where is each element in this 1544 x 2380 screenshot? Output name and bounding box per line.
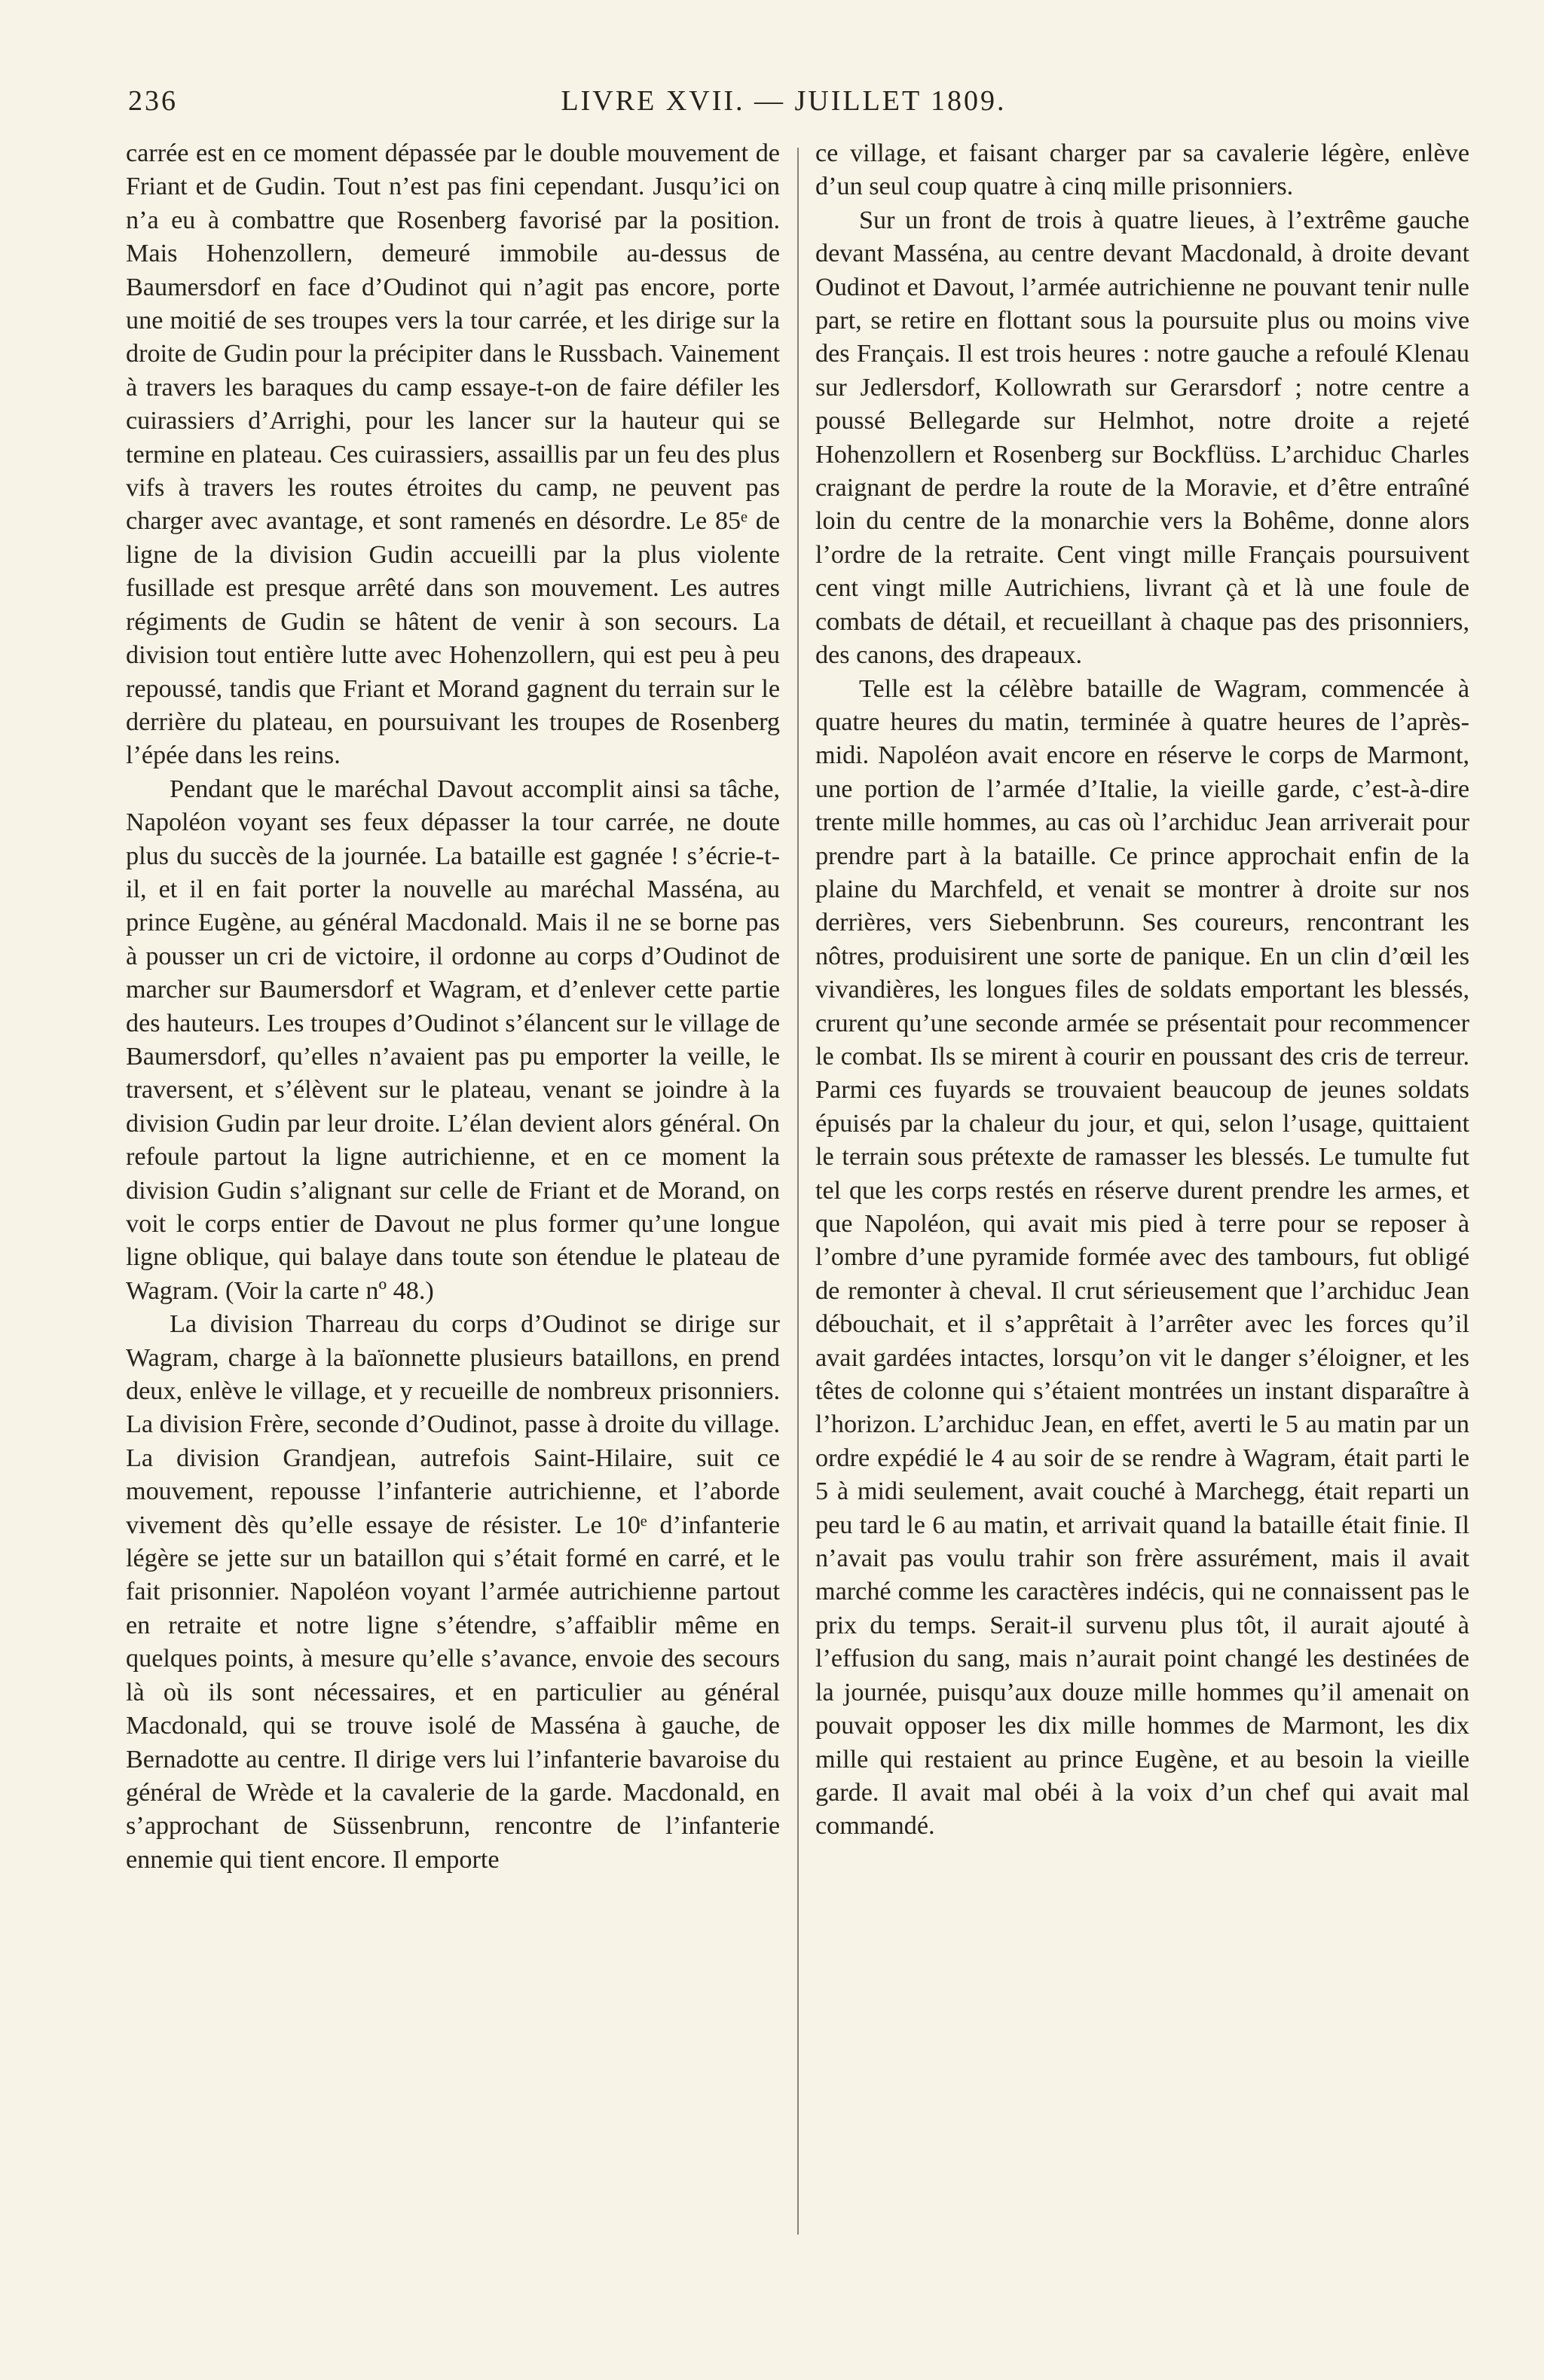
running-title: LIVRE XVII. — JUILLET 1809. bbox=[561, 85, 1007, 117]
page-number: 236 bbox=[128, 85, 178, 117]
paragraph: La division Tharreau du corps d’Oudinot se dirige sur Wagram, charge à la baïonnette plusieurs bataillons, en prend deux, enlève le village, et y recueille de nombreux prisonniers. La division Frère, seconde d’Oudinot, passe à droite du village. La division Grandjean, autrefois Saint-Hilaire, suit ce mouvement, repousse l’infanterie autrichienne, et l’aborde vivement dès qu’elle essaye de résister. Le 10ᵉ d’infanterie légère se jette sur un bataillon qui s’était formé en carré, et le fait prisonnier. Napoléon voyant l’armée autrichienne partout en retraite et notre ligne s’étendre, s’affaiblir même en quelques points, à mesure qu’elle s’avance, envoie des secours là où ils sont nécessaires, et en particulier au général Macdonald, qui se trouve isolé de Masséna à gauche, de Bernadotte au centre. Il dirige vers lui l’infanterie bavaroise du général de Wrède et la cavalerie de la garde. Macdonald, en s’approchant de Süssenbrunn, rencontre de l’infanterie ennemie qui tient encore. Il emporte bbox=[126, 1310, 780, 1874]
paragraph: carrée est en ce moment dépassée par le double mouvement de Friant et de Gudin. Tout n’est pas fini cependant. Jusqu’ici on n’a eu à combattre que Rosenberg favorisé par la position. Mais Hohenzollern, demeuré immobile au-dessus de Baumersdorf en face d’Oudinot qui n’agit pas encore, porte une moitié de ses troupes vers la tour carrée, et les dirige sur la droite de Gudin pour la précipiter dans le Russbach. Vainement à travers les baraques du camp essaye-t-on de faire défiler les cuirassiers d’Arrighi, pour les lancer sur la hauteur qui se termine en plateau. Ces cuirassiers, assaillis par un feu des plus vifs à travers les routes étroites du camp, ne peuvent pas charger avec avantage, et sont ramenés en désordre. Le 85ᵉ de ligne de la division Gudin accueilli par la plus violente fusillade est presque arrêté dans son mouvement. Les autres régiments de Gudin se hâtent de venir à son secours. La division tout entière lutte avec Hohenzollern, qui est peu à peu repoussé, tandis que Friant et Morand gagnent du terrain sur le derrière du plateau, en poursuivant les troupes de Rosenberg l’épée dans les reins. bbox=[126, 139, 780, 770]
paragraph: ce village, et faisant charger par sa cavalerie légère, enlève d’un seul coup quatre à cinq mille prisonniers. bbox=[815, 139, 1469, 201]
paragraph: Sur un front de trois à quatre lieues, à l’extrême gauche devant Masséna, au centre devant Macdonald, à droite devant Oudinot et Davout, l’armée autrichienne ne pouvant tenir nulle part, se retire en flottant sous la poursuite plus ou moins vive des Français. Il est trois heures : notre gauche a refoulé Klenau sur Jedlersdorf, Kollowrath sur Gerarsdorf ; notre centre a poussé Bellegarde sur Helmhot, notre droite a rejeté Hohenzollern et Rosenberg sur Bockflüss. L’archiduc Charles craignant de perdre la route de la Moravie, et d’être entraîné loin du centre de la monarchie vers la Bohême, donne alors l’ordre de la retraite. Cent vingt mille Français poursuivent cent vingt mille Autrichiens, livrant çà et là une foule de combats de détail, et recueillant à chaque pas des prisonniers, des canons, des drapeaux. bbox=[815, 206, 1469, 670]
right-column bbox=[815, 137, 1469, 1844]
paragraph: Telle est la célèbre bataille de Wagram, commencée à quatre heures du matin, terminée à quatre heures de l’après-midi. Napoléon avait encore en réserve le corps de Marmont, une portion de l’armée d’Italie, la vieille garde, c’est-à-dire trente mille hommes, au cas où l’archiduc Jean arriverait pour prendre part à la bataille. Ce prince approchait enfin de la plaine du Marchfeld, et venait se montrer à droite sur nos derrières, vers Siebenbrunn. Ses coureurs, rencontrant les nôtres, produisirent une sorte de panique. En un clin d’œil les vivandières, les longues files de soldats emportant les blessés, crurent qu’une seconde armée se présentait pour recommencer le combat. Ils se mirent à courir en poussant des cris de terreur. Parmi ces fuyards se trouvaient beaucoup de jeunes soldats épuisés par la chaleur du jour, et qui, selon l’usage, quittaient le terrain sous prétexte de ramasser les blessés. Le tumulte fut tel que les corps restés en réserve durent prendre les armes, et que Napoléon, qui avait mis pied à terre pour se reposer à l’ombre d’une pyramide formée avec des tambours, fut obligé de remonter à cheval. Il crut sérieusement que l’archiduc Jean débouchait, et il s’apprêtait à l’arrêter avec les forces qu’il avait gardées intactes, lorsqu’on vit le danger s’éloigner, et les têtes de colonne qui s’étaient montrées un instant disparaître à l’horizon. L’archiduc Jean, en effet, averti le 5 au matin par un ordre expédié le 4 au soir de se rendre à Wagram, était parti le 5 à midi seulement, avait couché à Marchegg, était reparti un peu tard le 6 au matin, et arrivait quand la bataille était finie. Il n’avait pas voulu trahir son frère assurément, mais il avait marché comme les caractères indécis, qui ne connaissent pas le prix du temps. Serait-il survenu plus tôt, il aurait ajouté à l’effusion du sang, mais n’aurait point changé les destinées de la journée, puisqu’aux douze mille hommes qu’il amenait on pouvait opposer les dix mille hommes de Marmont, les dix mille qui restaient au prince Eugène, et au besoin la vieille garde. Il avait mal obéi à la voix d’un chef qui avait mal commandé. bbox=[815, 674, 1469, 1841]
paragraph: Pendant que le maréchal Davout accomplit ainsi sa tâche, Napoléon voyant ses feux dépasser la tour carrée, ne doute plus du succès de la journée. La bataille est gagnée ! s’écrie-t-il, et il en fait porter la nouvelle au maréchal Masséna, au prince Eugène, au général Macdonald. Mais il ne se borne pas à pousser un cri de victoire, il ordonne au corps d’Oudinot de marcher sur Baumersdorf et Wagram, et d’enlever cette partie des hauteurs. Les troupes d’Oudinot s’élancent sur le village de Baumersdorf, qu’elles n’avaient pas pu emporter la veille, le traversent, et s’élèvent sur le plateau, venant se joindre à la division Gudin par leur droite. L’élan devient alors général. On refoule partout la ligne autrichienne, et en ce moment la division Gudin s’alignant sur celle de Friant et de Morand, on voit le corps entier de Davout ne plus former qu’une longue ligne oblique, qui balaye dans toute son étendue le plateau de Wagram. (Voir la carte nº 48.) bbox=[126, 774, 780, 1305]
column-divider bbox=[797, 148, 799, 2235]
left-column bbox=[126, 137, 780, 1877]
running-head bbox=[128, 84, 1439, 130]
